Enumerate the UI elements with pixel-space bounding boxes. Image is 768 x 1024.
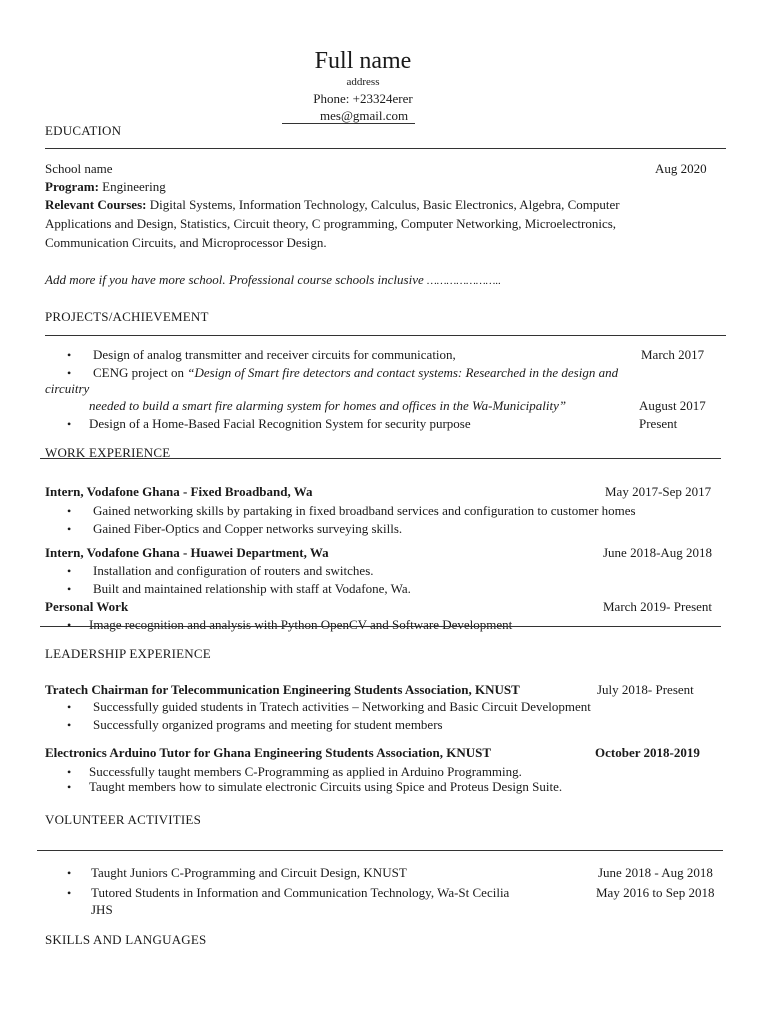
work-heading: WORK EXPERIENCE (45, 445, 171, 460)
project-3-date: Present (639, 416, 678, 431)
bullet-icon: • (67, 618, 72, 632)
role-2-bullet-1: Successfully taught members C-Programming as applied in Arduino Programming. (89, 764, 522, 779)
project-3-text: Design of a Home-Based Facial Recognition System for security purpose (89, 416, 471, 431)
role-2-date: October 2018-2019 (595, 745, 700, 760)
courses-text-1: Digital Systems, Information Technology, Calculus, Basic Electronics, Algebra, Computer (149, 197, 620, 212)
bullet-icon: • (67, 765, 72, 779)
bullet-icon: • (67, 348, 72, 362)
volunteer-2-date: May 2016 to Sep 2018 (596, 885, 715, 900)
bullet-icon: • (67, 522, 72, 536)
email-underline (282, 123, 415, 124)
skills-heading: SKILLS AND LANGUAGES (45, 932, 207, 947)
role-1-bullet-1: Successfully guided students in Tratech activities – Networking and Basic Circuit Development (93, 699, 591, 714)
project-2-line-2: circuitry (45, 381, 90, 396)
phone: Phone: +23324erer (313, 91, 413, 106)
job-2-bullet-1: Installation and configuration of routers and switches. (93, 563, 374, 578)
email[interactable]: mes@gmail.com (320, 108, 409, 123)
role-2-bullet-2: Taught members how to simulate electronic Circuits using Spice and Proteus Design Suite. (89, 779, 563, 794)
job-1-date: May 2017-Sep 2017 (605, 484, 712, 499)
role-1-bullet-2: Successfully organized programs and meeting for student members (93, 717, 443, 732)
work-end-divider (40, 626, 721, 627)
education-note-dots: ………………….. (427, 275, 501, 287)
project-2-line-1 (93, 365, 618, 381)
project-1-text: Design of analog transmitter and receiver circuits for communication, (93, 347, 456, 362)
school-name: School name (45, 161, 113, 176)
projects-heading: PROJECTS/ACHIEVEMENT (45, 309, 209, 324)
job-2-date: June 2018-Aug 2018 (603, 545, 713, 560)
project-2-date: August 2017 (639, 398, 706, 413)
bullet-icon: • (67, 504, 72, 518)
bullet-icon: • (67, 564, 72, 578)
job-1-bullet-1: Gained networking skills by partaking in fixed broadband services and configuration to customer homes (93, 503, 636, 518)
job-2-title: Intern, Vodafone Ghana - Huawei Department, Wa (45, 545, 329, 560)
program-label: Program: (45, 179, 99, 194)
volunteer-2-line-2: JHS (91, 902, 113, 917)
education-heading: EDUCATION (45, 123, 122, 138)
volunteer-2-line-1: Tutored Students in Information and Communication Technology, Wa-St Cecilia (91, 885, 510, 900)
program-line (45, 179, 166, 195)
bullet-icon: • (67, 866, 72, 880)
role-1-title: Tratech Chairman for Telecommunication Engineering Students Association, KNUST (45, 682, 520, 697)
bullet-icon: • (67, 886, 72, 900)
bullet-icon: • (67, 780, 72, 794)
work-divider (40, 458, 721, 459)
job-1-title: Intern, Vodafone Ghana - Fixed Broadband, Wa (45, 484, 313, 499)
courses-label: Relevant Courses: (45, 197, 147, 212)
courses-line-1 (45, 197, 620, 213)
full-name: Full name (314, 48, 412, 74)
education-note (45, 272, 501, 288)
program-value: Engineering (102, 179, 166, 194)
volunteer-1-text: Taught Juniors C-Programming and Circuit Design, KNUST (91, 865, 407, 880)
job-3-title: Personal Work (45, 599, 129, 614)
role-2-title: Electronics Arduino Tutor for Ghana Engineering Students Association, KNUST (45, 745, 492, 760)
job-3-bullet-1: Image recognition and analysis with Python OpenCV and Software Development (89, 617, 513, 632)
school-date: Aug 2020 (655, 161, 707, 176)
volunteer-heading: VOLUNTEER ACTIVITIES (45, 812, 202, 827)
bullet-icon: • (67, 718, 72, 732)
bullet-icon: • (67, 417, 72, 431)
address: address (346, 76, 380, 88)
education-divider (45, 148, 726, 149)
job-3-date: March 2019- Present (603, 599, 713, 614)
job-1-bullet-2: Gained Fiber-Optics and Copper networks surveying skills. (93, 521, 403, 536)
volunteer-1-date: June 2018 - Aug 2018 (598, 865, 713, 880)
bullet-icon: • (67, 582, 72, 596)
role-1-date: July 2018- Present (597, 682, 694, 697)
bullet-icon: • (67, 366, 72, 380)
bullet-icon: • (67, 700, 72, 714)
courses-line-2: Applications and Design, Statistics, Circuit theory, C programming, Computer Networking, Microelectronics, (45, 216, 617, 231)
project-2-prefix: CENG project on (93, 365, 184, 380)
projects-divider (45, 335, 726, 336)
project-1-date: March 2017 (641, 347, 705, 362)
project-2-italic: “Design of Smart fire detectors and contact systems: Researched in the design and (187, 365, 619, 380)
job-2-bullet-2: Built and maintained relationship with staff at Vodafone, Wa. (93, 581, 411, 596)
education-note-text: Add more if you have more school. Professional course schools inclusive (45, 272, 424, 287)
volunteer-divider (37, 850, 723, 851)
courses-line-3: Communication Circuits, and Microprocessor Design. (45, 235, 327, 250)
leadership-heading: LEADERSHIP EXPERIENCE (45, 646, 211, 661)
project-2-line-3: needed to build a smart fire alarming system for homes and offices in the Wa-Municipality” (89, 398, 567, 413)
